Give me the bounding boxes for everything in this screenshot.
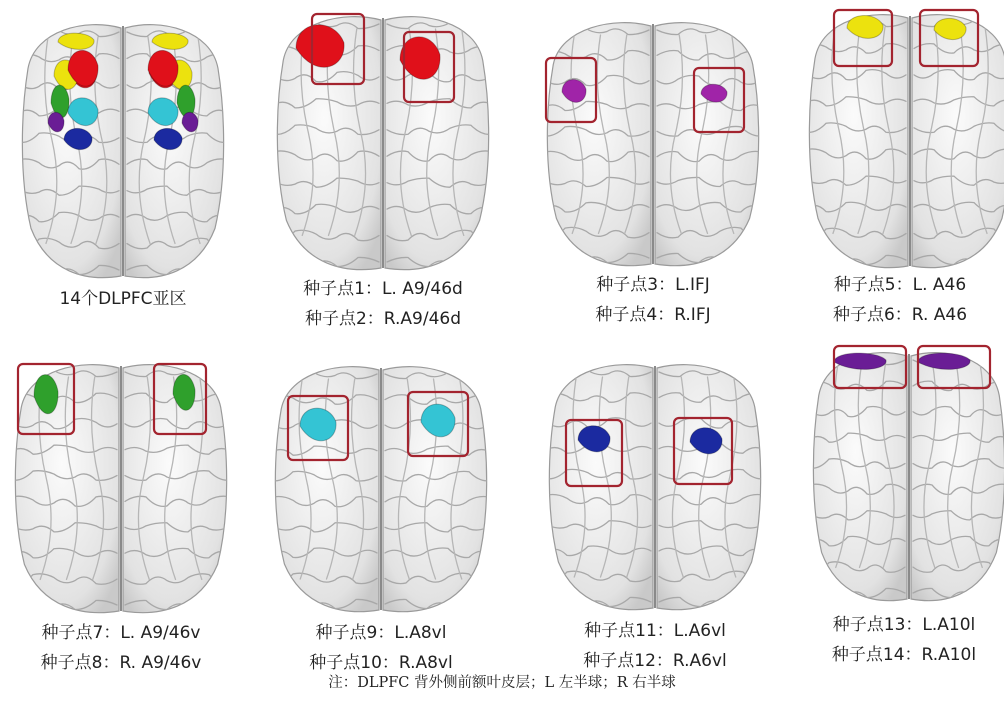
overview-brain-image bbox=[8, 18, 238, 288]
brain-image bbox=[266, 358, 496, 620]
overview-label: 14个DLPFC亚区 bbox=[59, 289, 187, 309]
seed-label-left: 种子点5：L. A46 bbox=[833, 275, 967, 295]
brain-image bbox=[6, 356, 236, 621]
seed-label-right: 种子点12：R.A6vl bbox=[583, 651, 727, 671]
brain-image bbox=[268, 8, 498, 278]
figure-note: 注：DLPFC 背外侧前额叶皮层；L 左半球；R 右半球 bbox=[328, 675, 676, 691]
brain-image bbox=[540, 356, 770, 618]
seed-panel-4 bbox=[6, 356, 236, 676]
seed-label-left: 种子点7：L. A9/46v bbox=[41, 623, 201, 643]
seed-label-right: 种子点10：R.A8vl bbox=[309, 653, 453, 673]
seed-label-right: 种子点6：R. A46 bbox=[832, 305, 968, 325]
seed-panel-1 bbox=[268, 8, 498, 338]
overview-panel bbox=[8, 18, 238, 318]
seed-label-right: 种子点4：R.IFJ bbox=[595, 305, 711, 325]
seed-panel-7 bbox=[804, 344, 1004, 674]
seed-label-left: 种子点11：L.A6vl bbox=[584, 621, 726, 641]
seed-label-left: 种子点3：L.IFJ bbox=[596, 275, 710, 295]
seed-label-right: 种子点2：R.A9/46d bbox=[304, 309, 462, 329]
brain-image bbox=[538, 14, 768, 274]
seed-panel-6 bbox=[540, 356, 770, 676]
seed-panel-3 bbox=[800, 6, 1004, 336]
seed-panel-5 bbox=[266, 358, 496, 678]
brain-image bbox=[804, 344, 1004, 609]
seed-label-right: 种子点14：R.A10l bbox=[831, 645, 977, 665]
seed-label-left: 种子点9：L.A8vl bbox=[315, 623, 447, 643]
seed-label-right: 种子点8：R. A9/46v bbox=[40, 653, 202, 673]
seed-label-left: 种子点1：L. A9/46d bbox=[303, 279, 463, 299]
seed-panel-2 bbox=[538, 14, 768, 344]
seed-label-left: 种子点13：L.A10l bbox=[832, 615, 976, 635]
brain-image bbox=[800, 6, 1004, 276]
